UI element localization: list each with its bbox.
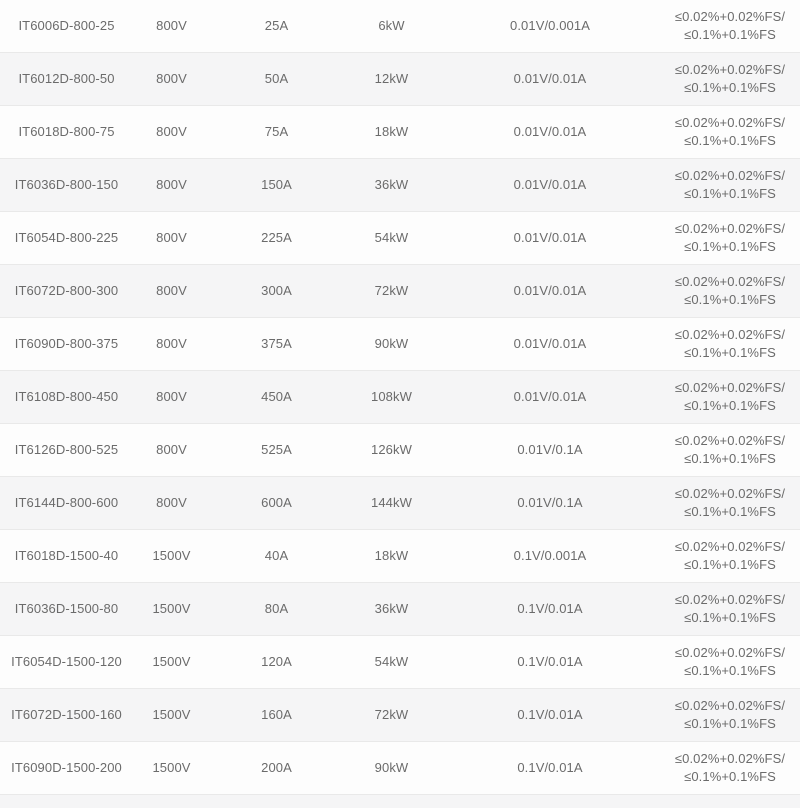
- table-row: [0, 159, 800, 212]
- model-cell: IT6090D-1500-200: [0, 742, 133, 795]
- accuracy-cell: [660, 424, 800, 477]
- accuracy-line1: ≤0.02%+0.02%FS/: [674, 327, 786, 342]
- table-row: [0, 530, 800, 583]
- accuracy-cell: [660, 53, 800, 106]
- model-cell: IT6036D-800-150: [0, 159, 133, 212]
- resolution-cell: 0.01V/0.01A: [440, 159, 660, 212]
- accuracy-line2: ≤0.1%+0.1%FS: [684, 239, 776, 254]
- accuracy-cell: [660, 477, 800, 530]
- table-row: [0, 212, 800, 265]
- model-cell: IT6054D-800-225: [0, 212, 133, 265]
- voltage-cell: 800V: [133, 265, 210, 318]
- resolution-cell: 0.01V/0.01A: [440, 106, 660, 159]
- resolution-cell: 0.01V/0.01A: [440, 53, 660, 106]
- accuracy-line2: ≤0.1%+0.1%FS: [684, 769, 776, 784]
- accuracy-line2: ≤0.1%+0.1%FS: [684, 292, 776, 307]
- voltage-cell: 800V: [133, 159, 210, 212]
- accuracy-cell: [660, 371, 800, 424]
- power-cell: 54kW: [343, 212, 440, 265]
- accuracy-line1: ≤0.02%+0.02%FS/: [674, 592, 786, 607]
- accuracy-cell: [660, 318, 800, 371]
- accuracy-line2: ≤0.1%+0.1%FS: [684, 557, 776, 572]
- accuracy-cell: [660, 106, 800, 159]
- accuracy-line2: ≤0.1%+0.1%FS: [684, 610, 776, 625]
- table-row: [0, 636, 800, 689]
- resolution-cell: 0.01V/0.1A: [440, 424, 660, 477]
- power-cell: 90kW: [343, 742, 440, 795]
- model-cell: IT6018D-1500-40: [0, 530, 133, 583]
- power-cell: 36kW: [343, 159, 440, 212]
- accuracy-line1: ≤0.02%+0.02%FS/: [674, 380, 786, 395]
- model-cell: IT6126D-800-525: [0, 424, 133, 477]
- accuracy-line2: ≤0.1%+0.1%FS: [684, 80, 776, 95]
- resolution-cell: 0.01V/0.01A: [440, 212, 660, 265]
- voltage-cell: 1500V: [133, 689, 210, 742]
- table-row: [0, 53, 800, 106]
- power-cell: 18kW: [343, 106, 440, 159]
- accuracy-cell: [660, 0, 800, 53]
- accuracy-cell: [660, 212, 800, 265]
- resolution-cell: 0.01V/0.01A: [440, 371, 660, 424]
- voltage-cell: 800V: [133, 212, 210, 265]
- current-cell: 50A: [210, 53, 343, 106]
- voltage-cell: 800V: [156, 18, 187, 33]
- resolution-cell: 0.01V/0.01A: [440, 318, 660, 371]
- voltage-cell: 1500V: [133, 530, 210, 583]
- accuracy-line1: ≤0.02%+0.02%FS/: [674, 539, 786, 554]
- accuracy-line2: ≤0.1%+0.1%FS: [684, 27, 776, 42]
- voltage-cell: 800V: [133, 106, 210, 159]
- accuracy-cell: [660, 265, 800, 318]
- power-cell: 12kW: [343, 53, 440, 106]
- current-cell: 300A: [210, 265, 343, 318]
- accuracy-line2: ≤0.1%+0.1%FS: [684, 345, 776, 360]
- voltage-cell: 800V: [133, 371, 210, 424]
- model-cell: IT6018D-800-75: [0, 106, 133, 159]
- table-row: [0, 106, 800, 159]
- resolution-cell: 0.01V/0.1A: [440, 477, 660, 530]
- voltage-cell: 800V: [133, 318, 210, 371]
- accuracy-line1: ≤0.02%+0.02%FS/: [674, 751, 786, 766]
- accuracy-line1: ≤0.02%+0.02%FS/: [674, 62, 786, 77]
- model-cell: IT6108D-800-450: [0, 371, 133, 424]
- accuracy-line2: ≤0.1%+0.1%FS: [684, 451, 776, 466]
- resolution-cell: 0.1V/0.01A: [440, 583, 660, 636]
- model-cell: IT6006D-800-25: [18, 18, 115, 33]
- table-row: [0, 583, 800, 636]
- resolution-cell: 0.01V/0.001A: [510, 18, 590, 33]
- accuracy-line2: ≤0.1%+0.1%FS: [684, 716, 776, 731]
- accuracy-line1: ≤0.02%+0.02%FS/: [674, 168, 786, 183]
- table-row: [0, 424, 800, 477]
- current-cell: 150A: [210, 159, 343, 212]
- resolution-cell: 0.1V/0.001A: [440, 530, 660, 583]
- table-row: [0, 0, 800, 53]
- current-cell: 80A: [210, 583, 343, 636]
- current-cell: 600A: [210, 477, 343, 530]
- current-cell: 200A: [210, 742, 343, 795]
- model-cell: IT6090D-800-375: [0, 318, 133, 371]
- current-cell: 225A: [210, 212, 343, 265]
- model-cell: IT6144D-800-600: [0, 477, 133, 530]
- model-cell: IT6054D-1500-120: [0, 636, 133, 689]
- accuracy-line2: ≤0.1%+0.1%FS: [684, 186, 776, 201]
- model-cell: IT6012D-800-50: [0, 53, 133, 106]
- model-cell: IT6072D-1500-160: [0, 689, 133, 742]
- accuracy-line1: ≤0.02%+0.02%FS/: [674, 433, 786, 448]
- power-cell: 108kW: [343, 371, 440, 424]
- accuracy-cell: [660, 742, 800, 795]
- voltage-cell: 800V: [133, 477, 210, 530]
- partial-row-cell: [0, 795, 800, 808]
- accuracy-cell: [660, 159, 800, 212]
- model-cell: IT6036D-1500-80: [0, 583, 133, 636]
- power-cell: 126kW: [343, 424, 440, 477]
- current-cell: 25A: [264, 18, 289, 33]
- accuracy-line1: ≤0.02%+0.02%FS/: [674, 698, 786, 713]
- accuracy-line2: ≤0.1%+0.1%FS: [684, 133, 776, 148]
- table-row: [0, 371, 800, 424]
- accuracy-cell: [660, 689, 800, 742]
- accuracy-line1: ≤0.02%+0.02%FS/: [674, 486, 786, 501]
- power-cell: 90kW: [343, 318, 440, 371]
- accuracy-cell: [660, 636, 800, 689]
- resolution-cell: 0.1V/0.01A: [440, 636, 660, 689]
- resolution-cell: 0.01V/0.01A: [440, 265, 660, 318]
- power-cell: 54kW: [343, 636, 440, 689]
- voltage-cell: 800V: [133, 424, 210, 477]
- accuracy-line2: ≤0.1%+0.1%FS: [684, 398, 776, 413]
- accuracy-line1: ≤0.02%+0.02%FS/: [674, 115, 786, 130]
- table-row: [0, 477, 800, 530]
- power-cell: 18kW: [343, 530, 440, 583]
- accuracy-line1: ≤0.02%+0.02%FS/: [674, 9, 786, 24]
- accuracy-line1: ≤0.02%+0.02%FS/: [674, 274, 786, 289]
- accuracy-line2: ≤0.1%+0.1%FS: [684, 504, 776, 519]
- accuracy-cell: [660, 530, 800, 583]
- table-row: [0, 318, 800, 371]
- power-cell: 36kW: [343, 583, 440, 636]
- table-row: [0, 742, 800, 795]
- power-cell: 144kW: [343, 477, 440, 530]
- voltage-cell: 1500V: [133, 636, 210, 689]
- accuracy-line2: ≤0.1%+0.1%FS: [684, 663, 776, 678]
- current-cell: 160A: [210, 689, 343, 742]
- current-cell: 120A: [210, 636, 343, 689]
- voltage-cell: 1500V: [133, 583, 210, 636]
- accuracy-cell: [660, 583, 800, 636]
- current-cell: 450A: [210, 371, 343, 424]
- power-cell: 72kW: [343, 689, 440, 742]
- table-row: [0, 689, 800, 742]
- model-cell: IT6072D-800-300: [0, 265, 133, 318]
- resolution-cell: 0.1V/0.01A: [440, 689, 660, 742]
- power-cell: 6kW: [378, 18, 405, 33]
- power-cell: 72kW: [343, 265, 440, 318]
- current-cell: 375A: [210, 318, 343, 371]
- current-cell: 525A: [210, 424, 343, 477]
- voltage-cell: 1500V: [133, 742, 210, 795]
- current-cell: 75A: [210, 106, 343, 159]
- accuracy-line1: ≤0.02%+0.02%FS/: [674, 221, 786, 236]
- current-cell: 40A: [210, 530, 343, 583]
- partial-row-filler: [0, 795, 800, 808]
- resolution-cell: 0.1V/0.01A: [440, 742, 660, 795]
- accuracy-line1: ≤0.02%+0.02%FS/: [674, 645, 786, 660]
- table-row: [0, 265, 800, 318]
- voltage-cell: 800V: [133, 53, 210, 106]
